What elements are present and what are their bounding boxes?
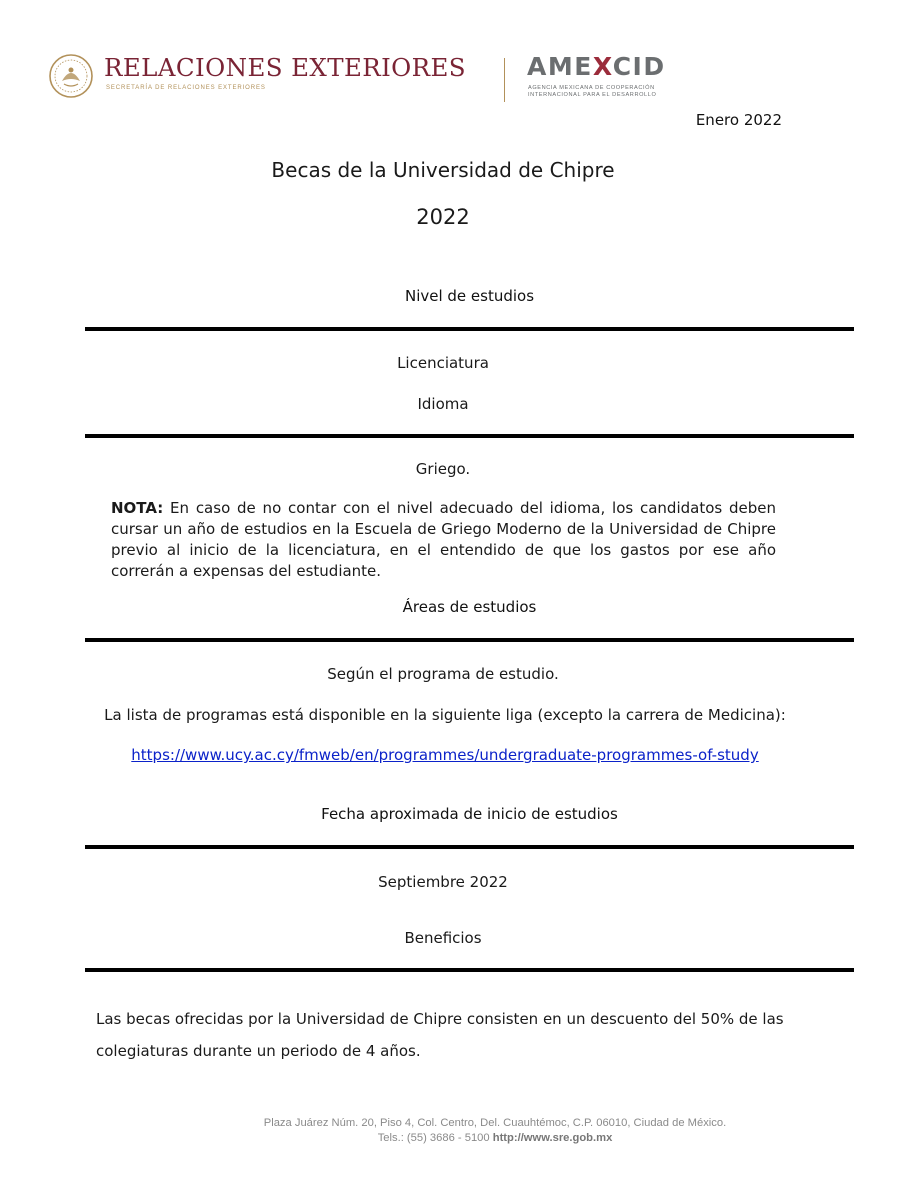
areas-list-intro: La lista de programas está disponible en la siguiente liga (excepto la carrera de Medicina):: [104, 706, 786, 724]
amexcid-logo-part2: CID: [612, 52, 666, 81]
document-year: 2022: [416, 205, 470, 229]
note-label: NOTA:: [111, 499, 164, 517]
footer-phone: Tels.: (55) 3686 - 5100: [377, 1132, 493, 1144]
footer-address: Plaza Juárez Núm. 20, Piso 4, Col. Centro, Del. Cuauhtémoc, C.P. 06010, Ciudad de México.: [263, 1117, 727, 1129]
section-rule-nivel: [85, 327, 854, 331]
idioma-value: Griego.: [415, 460, 471, 478]
amexcid-logo-part1: AME: [527, 52, 593, 81]
document-date: Enero 2022: [695, 111, 782, 129]
footer-website: http://www.sre.gob.mx: [492, 1132, 613, 1144]
fecha-value: Septiembre 2022: [378, 873, 508, 891]
section-rule-fecha: [85, 845, 854, 849]
amexcid-subtitle-line2: INTERNACIONAL PARA EL DESARROLLO: [528, 92, 657, 98]
section-rule-beneficios: [85, 968, 854, 972]
amexcid-subtitle: [528, 85, 656, 99]
nivel-value: Licenciatura: [397, 354, 489, 372]
areas-value: Según el programa de estudio.: [327, 665, 559, 683]
section-heading-fecha: Fecha aproximada de inicio de estudios: [321, 805, 618, 823]
idioma-note: [111, 498, 776, 582]
section-heading-idioma: Idioma: [417, 395, 469, 413]
amexcid-logo: [527, 54, 666, 79]
document-title: Becas de la Universidad de Chipre: [271, 158, 615, 182]
section-heading-beneficios: Beneficios: [404, 929, 482, 947]
footer-contact: [150, 1131, 840, 1146]
amexcid-logo-x: X: [592, 52, 613, 81]
coat-of-arms-seal-icon: [48, 53, 94, 99]
header-divider: [504, 58, 505, 102]
amexcid-subtitle-line1: AGENCIA MEXICANA DE COOPERACIÓN: [528, 85, 655, 91]
note-text: En caso de no contar con el nivel adecuado del idioma, los candidatos deben cursar un año de estudios en la Escuela de Griego Moderno de la Universidad de Chipre previo al inicio de la licenciatura, en el entendido de que los gastos por ese año correrán a expensas del estudiante.: [111, 499, 776, 580]
org-subtitle: SECRETARÍA DE RELACIONES EXTERIORES: [106, 85, 266, 91]
org-name-logo: RELACIONES EXTERIORES: [104, 53, 466, 82]
programmes-link[interactable]: https://www.ucy.ac.cy/fmweb/en/programmes/undergraduate-programmes-of-study: [131, 746, 759, 764]
section-heading-areas: Áreas de estudios: [402, 598, 537, 616]
section-rule-areas: [85, 638, 854, 642]
beneficios-text: Las becas ofrecidas por la Universidad de Chipre consisten en un descuento del 50% de las colegiaturas durante un periodo de 4 años.: [96, 1010, 784, 1060]
section-heading-nivel: Nivel de estudios: [404, 287, 535, 305]
section-rule-idioma: [85, 434, 854, 438]
areas-link-wrap: [100, 745, 790, 765]
